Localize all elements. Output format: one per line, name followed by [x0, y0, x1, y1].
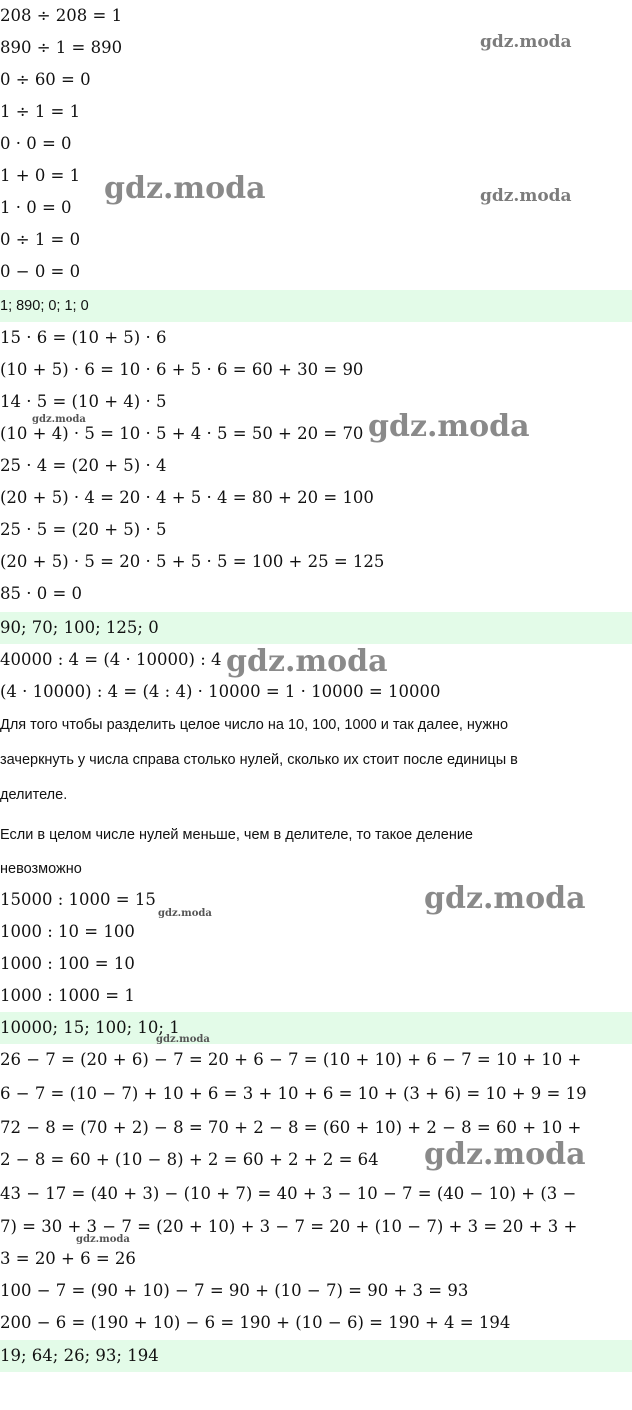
rule-text: делителе.: [0, 787, 68, 803]
equation-line: 200 − 6 = (190 + 10) − 6 = 190 + (10 − 6) = 190 + 4 = 194: [0, 1313, 511, 1332]
equation-line: 26 − 7 = (20 + 6) − 7 = 20 + 6 − 7 = (10 + 10) + 6 − 7 = 10 + 10 +: [0, 1050, 582, 1069]
equation-line: 15000 : 1000 = 15: [0, 890, 156, 909]
watermark-logo: gdz.moda: [424, 881, 586, 916]
equation-line: 15 · 6 = (10 + 5) · 6: [0, 328, 167, 347]
rule-text: Если в целом числе нулей меньше, чем в делителе, то такое деление: [0, 827, 473, 843]
watermark-logo: gdz.moda: [156, 1034, 210, 1045]
watermark-logo: gdz.moda: [76, 1234, 130, 1245]
equation-line: 6 − 7 = (10 − 7) + 10 + 6 = 3 + 10 + 6 = 10 + (3 + 6) = 10 + 9 = 19: [0, 1084, 587, 1103]
equation-line: (20 + 5) · 4 = 20 · 4 + 5 · 4 = 80 + 20 = 100: [0, 488, 374, 507]
watermark-logo: gdz.moda: [368, 409, 530, 444]
answer-band: 10000; 15; 100; 10; 1: [0, 1012, 632, 1044]
watermark-logo: gdz.moda: [480, 186, 572, 206]
watermark-logo: gdz.moda: [424, 1137, 586, 1172]
equation-line: 1 ÷ 1 = 1: [0, 102, 81, 121]
equation-line: 25 · 5 = (20 + 5) · 5: [0, 520, 167, 539]
equation-line: 14 · 5 = (10 + 4) · 5: [0, 392, 167, 411]
equation-line: (4 · 10000) : 4 = (4 : 4) · 10000 = 1 · 10000 = 10000: [0, 682, 441, 701]
equation-line: 3 = 20 + 6 = 26: [0, 1249, 136, 1268]
equation-line: 208 ÷ 208 = 1: [0, 6, 123, 25]
equation-line: (10 + 5) · 6 = 10 · 6 + 5 · 6 = 60 + 30 = 90: [0, 360, 364, 379]
equation-line: 40000 : 4 = (4 · 10000) : 4: [0, 650, 222, 669]
watermark-logo: gdz.moda: [104, 171, 266, 206]
equation-line: 0 ÷ 1 = 0: [0, 230, 81, 249]
equation-line: 1000 : 10 = 100: [0, 922, 135, 941]
watermark-logo: gdz.moda: [32, 414, 86, 425]
equation-line: 1 · 0 = 0: [0, 198, 72, 217]
watermark-logo: gdz.moda: [158, 908, 212, 919]
equation-line: 1000 : 100 = 10: [0, 954, 135, 973]
rule-text: невозможно: [0, 861, 82, 877]
equation-line: 890 ÷ 1 = 890: [0, 38, 123, 57]
answer-band: 1; 890; 0; 1; 0: [0, 290, 632, 322]
equation-line: 0 − 0 = 0: [0, 262, 81, 281]
watermark-logo: gdz.moda: [226, 644, 388, 679]
rule-text: Для того чтобы разделить целое число на 10, 100, 1000 и так далее, нужно: [0, 717, 509, 733]
watermark-logo: gdz.moda: [480, 32, 572, 52]
equation-line: 1 + 0 = 1: [0, 166, 81, 185]
equation-line: 0 · 0 = 0: [0, 134, 72, 153]
equation-line: 100 − 7 = (90 + 10) − 7 = 90 + (10 − 7) = 90 + 3 = 93: [0, 1281, 469, 1300]
equation-line: 43 − 17 = (40 + 3) − (10 + 7) = 40 + 3 − 10 − 7 = (40 − 10) + (3 −: [0, 1184, 577, 1203]
equation-line: 2 − 8 = 60 + (10 − 8) + 2 = 60 + 2 + 2 = 64: [0, 1150, 379, 1169]
equation-line: 0 ÷ 60 = 0: [0, 70, 91, 89]
answer-band: 90; 70; 100; 125; 0: [0, 612, 632, 644]
equation-line: (10 + 4) · 5 = 10 · 5 + 4 · 5 = 50 + 20 = 70: [0, 424, 364, 443]
equation-line: 25 · 4 = (20 + 5) · 4: [0, 456, 167, 475]
equation-line: 1000 : 1000 = 1: [0, 986, 135, 1005]
equation-line: (20 + 5) · 5 = 20 · 5 + 5 · 5 = 100 + 25 = 125: [0, 552, 385, 571]
equation-line: 85 · 0 = 0: [0, 584, 83, 603]
equation-line: 72 − 8 = (70 + 2) − 8 = 70 + 2 − 8 = (60 + 10) + 2 − 8 = 60 + 10 +: [0, 1118, 582, 1137]
equation-line: 7) = 30 + 3 − 7 = (20 + 10) + 3 − 7 = 20 + (10 − 7) + 3 = 20 + 3 +: [0, 1217, 578, 1236]
rule-text: зачеркнуть у числа справа столько нулей, сколько их стоит после единицы в: [0, 752, 518, 768]
answer-band: 19; 64; 26; 93; 194: [0, 1340, 632, 1372]
